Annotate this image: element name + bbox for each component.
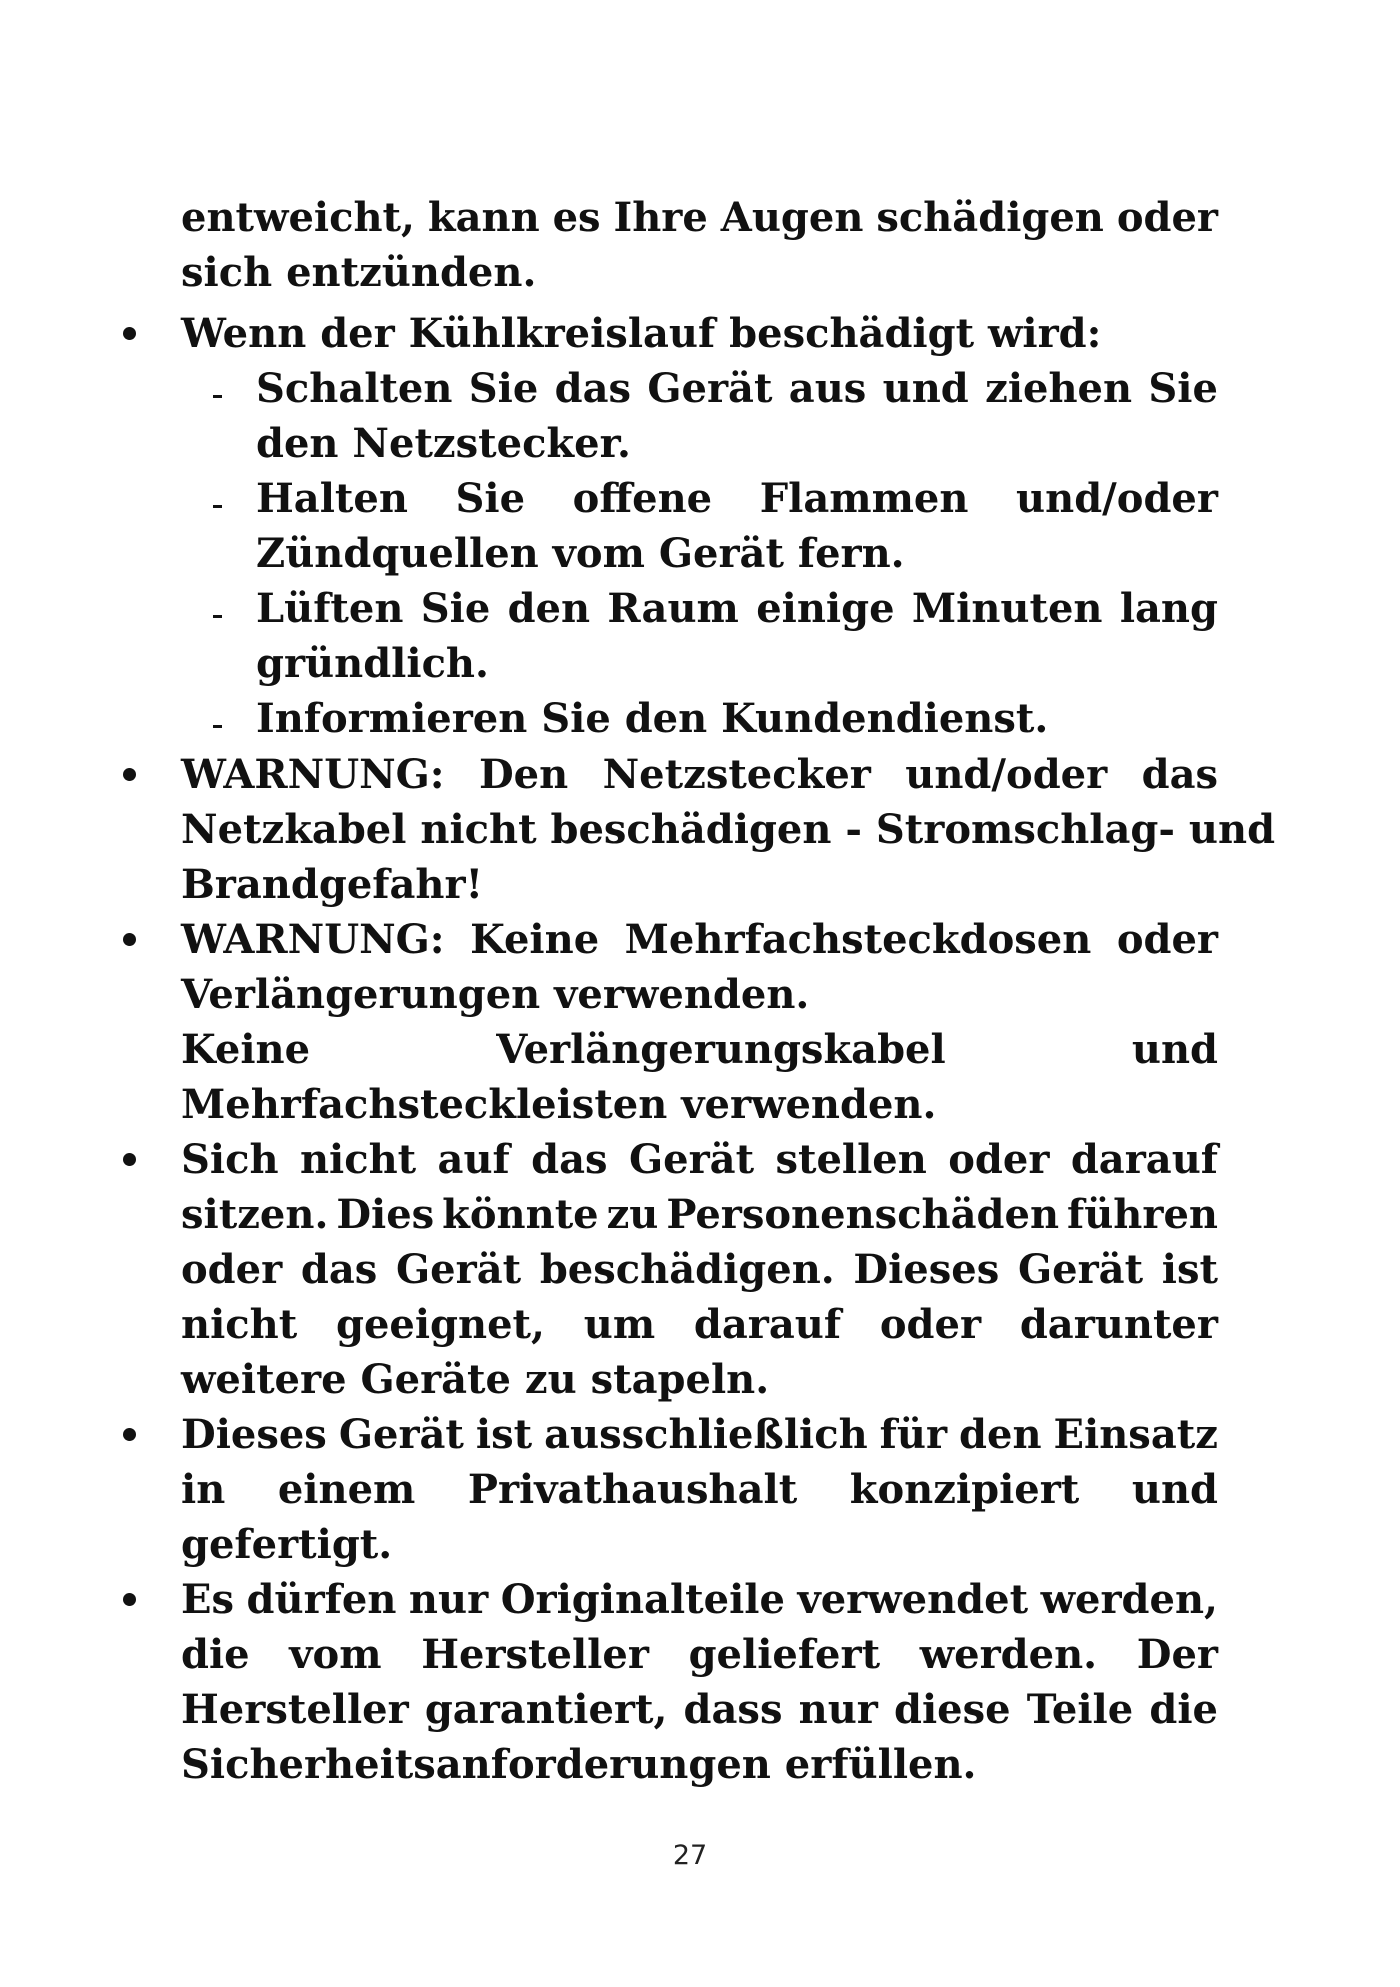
word: das — [1141, 751, 1218, 798]
word: geliefert — [688, 1631, 881, 1678]
word: den — [959, 1411, 1042, 1458]
word: Sie — [455, 475, 526, 522]
household-line-2 — [181, 1465, 1218, 1515]
word: Gerät — [647, 365, 773, 412]
word: Flammen — [759, 475, 969, 522]
word: oder — [948, 1136, 1050, 1183]
word: Den — [478, 751, 569, 798]
page-number: 27 — [672, 1840, 708, 1871]
dash-icon — [213, 395, 222, 398]
word: Dieses — [853, 1246, 1000, 1293]
word: offene — [572, 475, 713, 522]
word: Dies — [336, 1191, 435, 1238]
warning-plug-line-3: Brandgefahr! — [181, 861, 484, 908]
word: Lüften — [256, 585, 404, 632]
word: und/oder — [905, 751, 1108, 798]
word: das — [554, 365, 632, 412]
word: und — [1131, 1466, 1218, 1513]
word: oder — [181, 1246, 283, 1293]
word: Netzstecker — [602, 751, 871, 798]
original-parts-line-2 — [181, 1630, 1218, 1680]
word: es — [552, 194, 601, 241]
word: Der — [1136, 1631, 1218, 1678]
word: stellen — [775, 1136, 927, 1183]
word: Teile — [1026, 1686, 1134, 1733]
word: nur — [408, 1576, 489, 1623]
word: für — [879, 1411, 948, 1458]
word: Personenschäden — [666, 1191, 1060, 1238]
warning-socket-line-2: Verlängerungen verwenden. — [181, 971, 810, 1018]
dash-icon — [213, 615, 222, 618]
word: schädigen — [876, 194, 1104, 241]
word: einige — [756, 585, 895, 632]
bullet-icon — [123, 327, 136, 340]
word: werden. — [919, 1631, 1098, 1678]
original-parts-line-4: Sicherheitsanforderungen erfüllen. — [181, 1741, 977, 1788]
word: ist — [475, 1411, 533, 1458]
word: Es — [181, 1576, 235, 1623]
warning-plug-line-1 — [181, 750, 1218, 800]
word: Sie — [468, 365, 539, 412]
word: oder — [1116, 916, 1218, 963]
word: Ihre — [613, 194, 708, 241]
word: Keine — [181, 1026, 311, 1073]
word: Originalteile — [500, 1576, 785, 1623]
word: könnte — [442, 1191, 599, 1238]
word: diese — [894, 1686, 1011, 1733]
household-line-3: gefertigt. — [181, 1521, 393, 1568]
word: Raum — [607, 585, 739, 632]
word: lang — [1119, 585, 1218, 632]
word: Mehrfachsteckdosen — [624, 916, 1092, 963]
stand-line-4 — [181, 1300, 1218, 1350]
word: nicht — [299, 1136, 417, 1183]
word: sitzen. — [181, 1191, 329, 1238]
warning-socket-line-3 — [181, 1025, 1218, 1075]
subitem-3-line-2: gründlich. — [256, 640, 489, 687]
word: garantiert, — [424, 1686, 668, 1733]
word: Verlängerungskabel — [496, 1026, 946, 1073]
subitem-1-line-2: den Netzstecker. — [256, 420, 631, 467]
word: und — [882, 365, 969, 412]
household-line-1 — [181, 1410, 1218, 1460]
word: Sie — [1148, 365, 1218, 412]
bullet-icon — [123, 933, 136, 946]
word: nur — [798, 1686, 878, 1733]
word: um — [583, 1301, 656, 1348]
word: führen — [1067, 1191, 1218, 1238]
subitem-3-line-1 — [256, 584, 1218, 634]
subitem-2-line-2: Zündquellen vom Gerät fern. — [256, 530, 905, 577]
word: Minuten — [911, 585, 1103, 632]
word: Sich — [181, 1136, 279, 1183]
continuation-line-1 — [181, 193, 1218, 243]
word: WARNUNG: — [181, 916, 445, 963]
word: werden, — [1040, 1576, 1218, 1623]
bullet-icon — [123, 1593, 136, 1606]
word: oder — [1116, 194, 1218, 241]
word: Halten — [256, 475, 408, 522]
word: WARNUNG: — [181, 751, 445, 798]
warning-socket-line-1 — [181, 915, 1218, 965]
subitem-1-line-1 — [256, 364, 1218, 414]
word: Gerät — [628, 1136, 755, 1183]
word: und — [1131, 1026, 1218, 1073]
word: vom — [289, 1631, 382, 1678]
word: Einsatz — [1053, 1411, 1218, 1458]
word: in — [181, 1466, 226, 1513]
bullet-icon — [123, 1428, 136, 1441]
word: kann — [427, 194, 540, 241]
word: konzipiert — [849, 1466, 1080, 1513]
warning-socket-line-4: Mehrfachsteckleisten verwenden. — [181, 1081, 937, 1128]
word: dass — [683, 1686, 783, 1733]
subitem-2-line-1 — [256, 474, 1218, 524]
subitem-4-line-1: Informieren Sie den Kundendienst. — [256, 695, 1049, 742]
word: Sie — [420, 585, 491, 632]
warning-plug-line-2: Netzkabel nicht beschädigen - Stromschlag- und — [181, 806, 1276, 853]
word: einem — [277, 1466, 416, 1513]
stand-line-1 — [181, 1135, 1218, 1185]
word: dürfen — [246, 1576, 397, 1623]
word: Keine — [470, 916, 600, 963]
word: Gerät — [338, 1411, 464, 1458]
continuation-line-2: sich entzünden. — [181, 249, 537, 296]
word: und/oder — [1016, 475, 1218, 522]
word: ausschließlich — [544, 1411, 868, 1458]
word: entweicht, — [181, 194, 415, 241]
word: die — [181, 1631, 250, 1678]
word: ziehen — [985, 365, 1133, 412]
word: Privathaushalt — [467, 1466, 798, 1513]
stand-line-2 — [181, 1190, 1218, 1240]
word: Gerät — [1017, 1246, 1144, 1293]
word: Augen — [720, 194, 864, 241]
word: Hersteller — [421, 1631, 649, 1678]
word: darauf — [693, 1301, 842, 1348]
word: die — [1149, 1686, 1218, 1733]
word: verwendet — [797, 1576, 1029, 1623]
word: Dieses — [181, 1411, 327, 1458]
dash-icon — [213, 505, 222, 508]
word: Schalten — [256, 365, 453, 412]
original-parts-line-3 — [181, 1685, 1218, 1735]
word: Hersteller — [181, 1686, 409, 1733]
word: geeignet, — [335, 1301, 545, 1348]
word: das — [300, 1246, 378, 1293]
word: das — [531, 1136, 608, 1183]
word: nicht — [181, 1301, 298, 1348]
word: ist — [1161, 1246, 1218, 1293]
dash-icon — [213, 725, 222, 728]
word: darauf — [1070, 1136, 1218, 1183]
word: auf — [437, 1136, 510, 1183]
word: darunter — [1019, 1301, 1218, 1348]
stand-line-3 — [181, 1245, 1218, 1295]
stand-line-5: weitere Geräte zu stapeln. — [181, 1356, 770, 1403]
bullet-icon — [123, 1153, 136, 1166]
bullet-icon — [123, 768, 136, 781]
word: zu — [606, 1191, 659, 1238]
word: aus — [788, 365, 867, 412]
cooling-circuit-heading: Wenn der Kühlkreislauf beschädigt wird: — [181, 310, 1102, 357]
word: Gerät — [396, 1246, 522, 1293]
word: den — [507, 585, 591, 632]
word: oder — [879, 1301, 982, 1348]
word: beschädigen. — [539, 1246, 835, 1293]
original-parts-line-1 — [181, 1575, 1218, 1625]
